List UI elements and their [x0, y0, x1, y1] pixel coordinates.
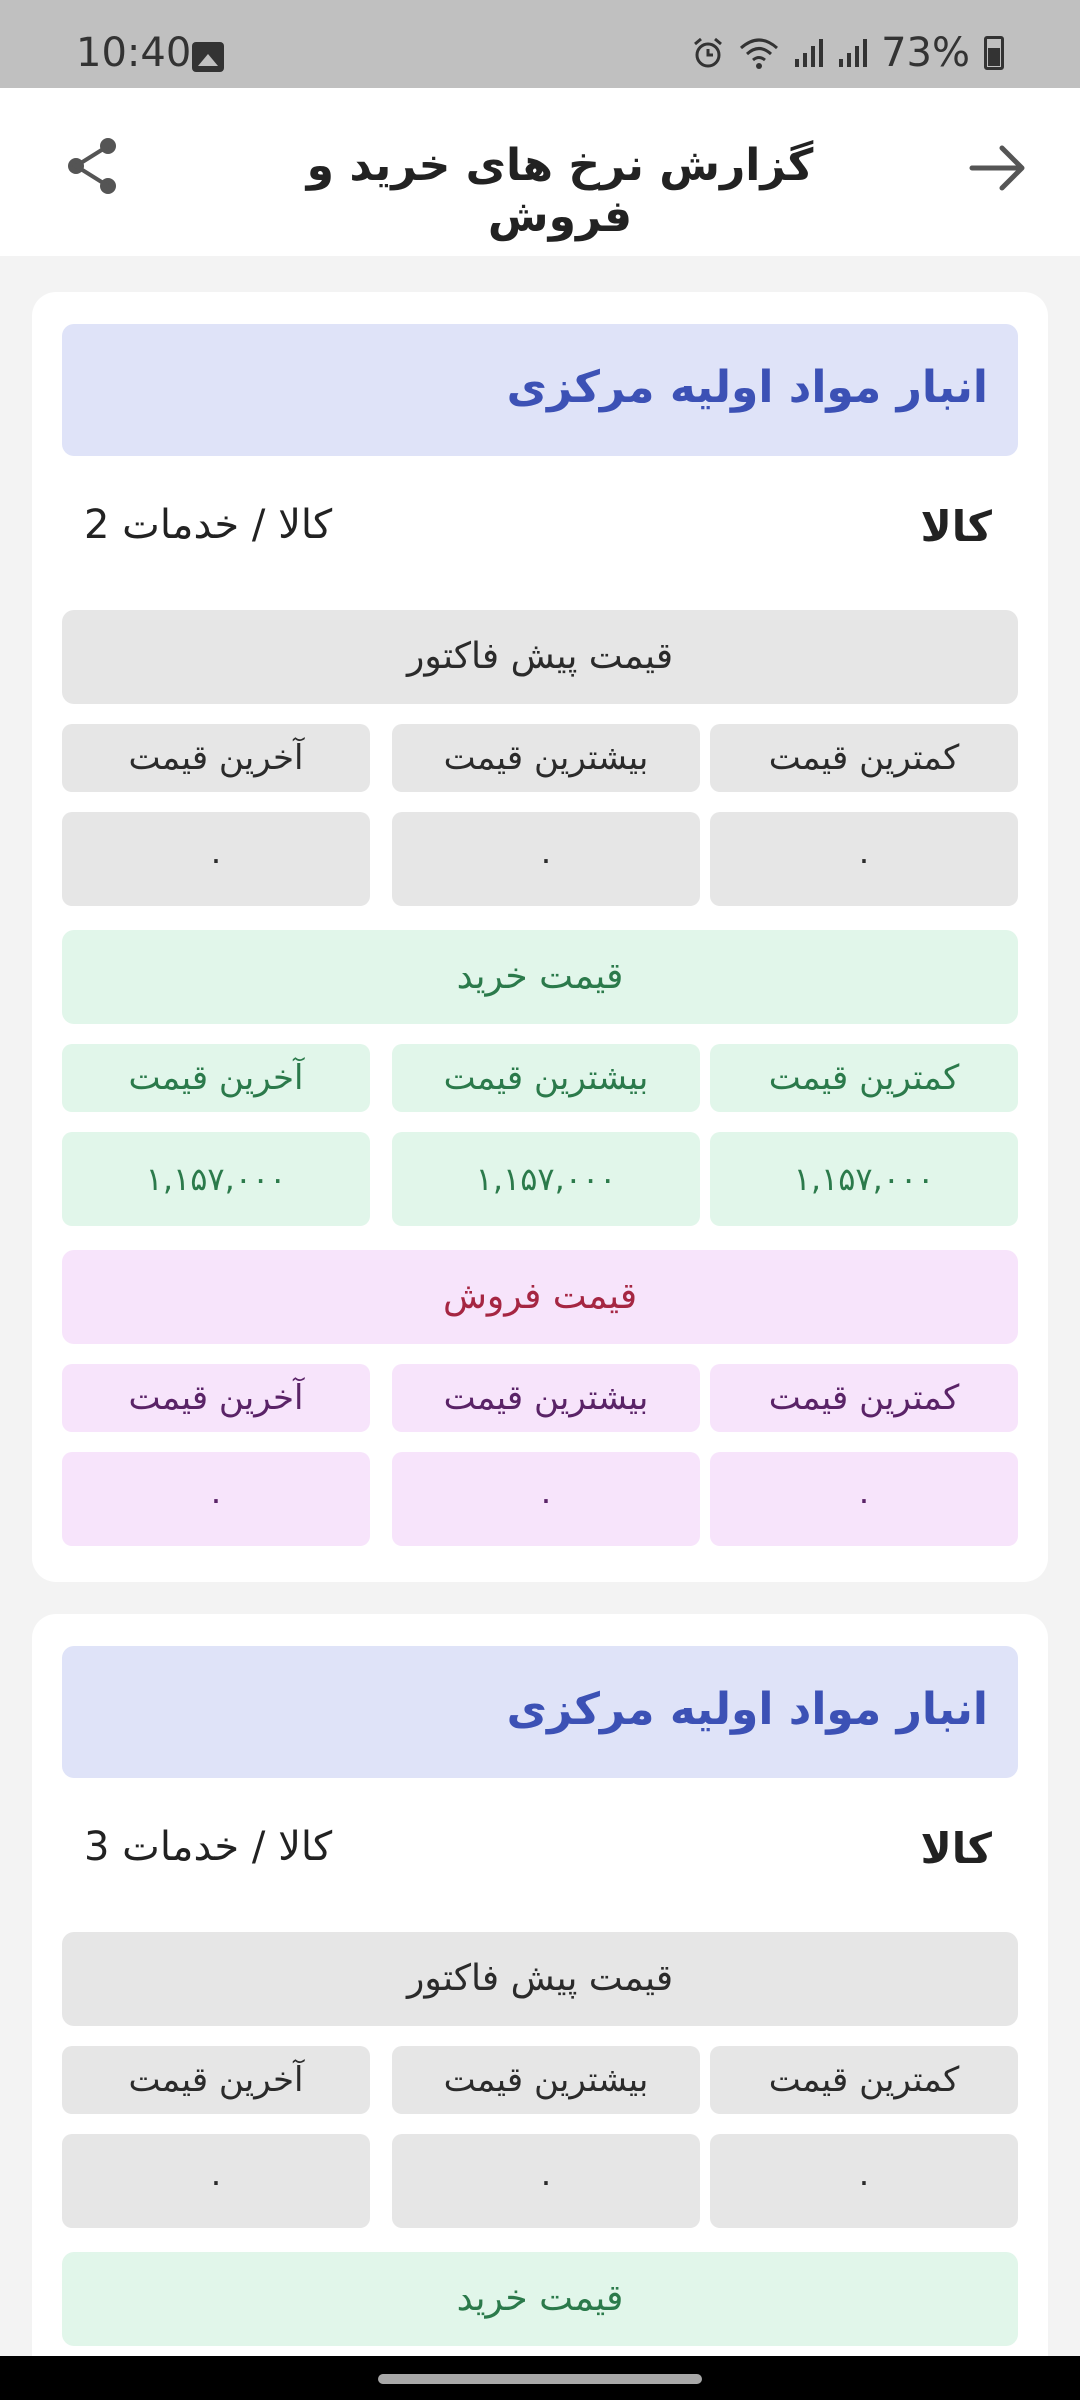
min-price-value: ۰ — [710, 1452, 1018, 1546]
report-card — [32, 292, 1048, 1582]
photo-icon — [192, 42, 224, 72]
min-price-label: کمترین قیمت — [710, 1364, 1018, 1432]
item-row — [62, 1818, 1018, 1878]
page-title: گزارش نرخ های خرید و فروش — [306, 140, 814, 242]
report-list[interactable] — [0, 256, 1080, 2356]
max-price-label: بیشترین قیمت — [392, 1364, 700, 1432]
proforma-price-header: قیمت پیش فاکتور — [62, 1932, 1018, 2026]
purchase-price-header: قیمت خرید — [62, 930, 1018, 1024]
status-time: 10:40 — [76, 30, 192, 76]
alarm-icon — [691, 36, 725, 70]
signal-icon — [837, 37, 867, 69]
max-price-label: بیشترین قیمت — [392, 724, 700, 792]
share-icon — [64, 136, 120, 196]
status-icons — [691, 30, 1004, 76]
proforma-price-header: قیمت پیش فاکتور — [62, 610, 1018, 704]
share-button[interactable] — [56, 130, 128, 202]
min-price-label: کمترین قیمت — [710, 724, 1018, 792]
battery-percent: 73% — [881, 30, 970, 76]
warehouse-name: انبار مواد اولیه مرکزی — [62, 324, 1018, 456]
app-bar — [0, 88, 1080, 256]
min-price-value: ۰ — [710, 2134, 1018, 2228]
max-price-label: بیشترین قیمت — [392, 1044, 700, 1112]
last-price-label: آخرین قیمت — [62, 724, 370, 792]
last-price-value: ۱,۱۵۷,۰۰۰ — [62, 1132, 370, 1226]
last-price-label: آخرین قیمت — [62, 2046, 370, 2114]
last-price-value: ۰ — [62, 2134, 370, 2228]
wifi-icon — [739, 36, 779, 70]
max-price-value: ۰ — [392, 812, 700, 906]
warehouse-name: انبار مواد اولیه مرکزی — [62, 1646, 1018, 1778]
item-row — [62, 496, 1018, 556]
item-label: کالا — [920, 502, 992, 551]
sale-price-header: قیمت فروش — [62, 1250, 1018, 1344]
arrow-right-icon — [968, 144, 1028, 192]
item-label: کالا — [920, 1824, 992, 1873]
max-price-value: ۰ — [392, 1452, 700, 1546]
min-price-value: ۱,۱۵۷,۰۰۰ — [710, 1132, 1018, 1226]
home-handle[interactable] — [378, 2374, 702, 2384]
report-card — [32, 1614, 1048, 2356]
last-price-label: آخرین قیمت — [62, 1364, 370, 1432]
max-price-label: بیشترین قیمت — [392, 2046, 700, 2114]
navigation-bar — [0, 2356, 1080, 2400]
last-price-label: آخرین قیمت — [62, 1044, 370, 1112]
status-bar — [0, 0, 1080, 88]
item-value: کالا / خدمات 3 — [84, 1824, 333, 1870]
max-price-value: ۰ — [392, 2134, 700, 2228]
purchase-price-header: قیمت خرید — [62, 2252, 1018, 2346]
signal-icon — [793, 37, 823, 69]
item-value: کالا / خدمات 2 — [84, 502, 333, 548]
last-price-value: ۰ — [62, 1452, 370, 1546]
min-price-value: ۰ — [710, 812, 1018, 906]
min-price-label: کمترین قیمت — [710, 2046, 1018, 2114]
last-price-value: ۰ — [62, 812, 370, 906]
back-button[interactable] — [962, 132, 1034, 204]
min-price-label: کمترین قیمت — [710, 1044, 1018, 1112]
max-price-value: ۱,۱۵۷,۰۰۰ — [392, 1132, 700, 1226]
battery-icon — [984, 36, 1004, 70]
